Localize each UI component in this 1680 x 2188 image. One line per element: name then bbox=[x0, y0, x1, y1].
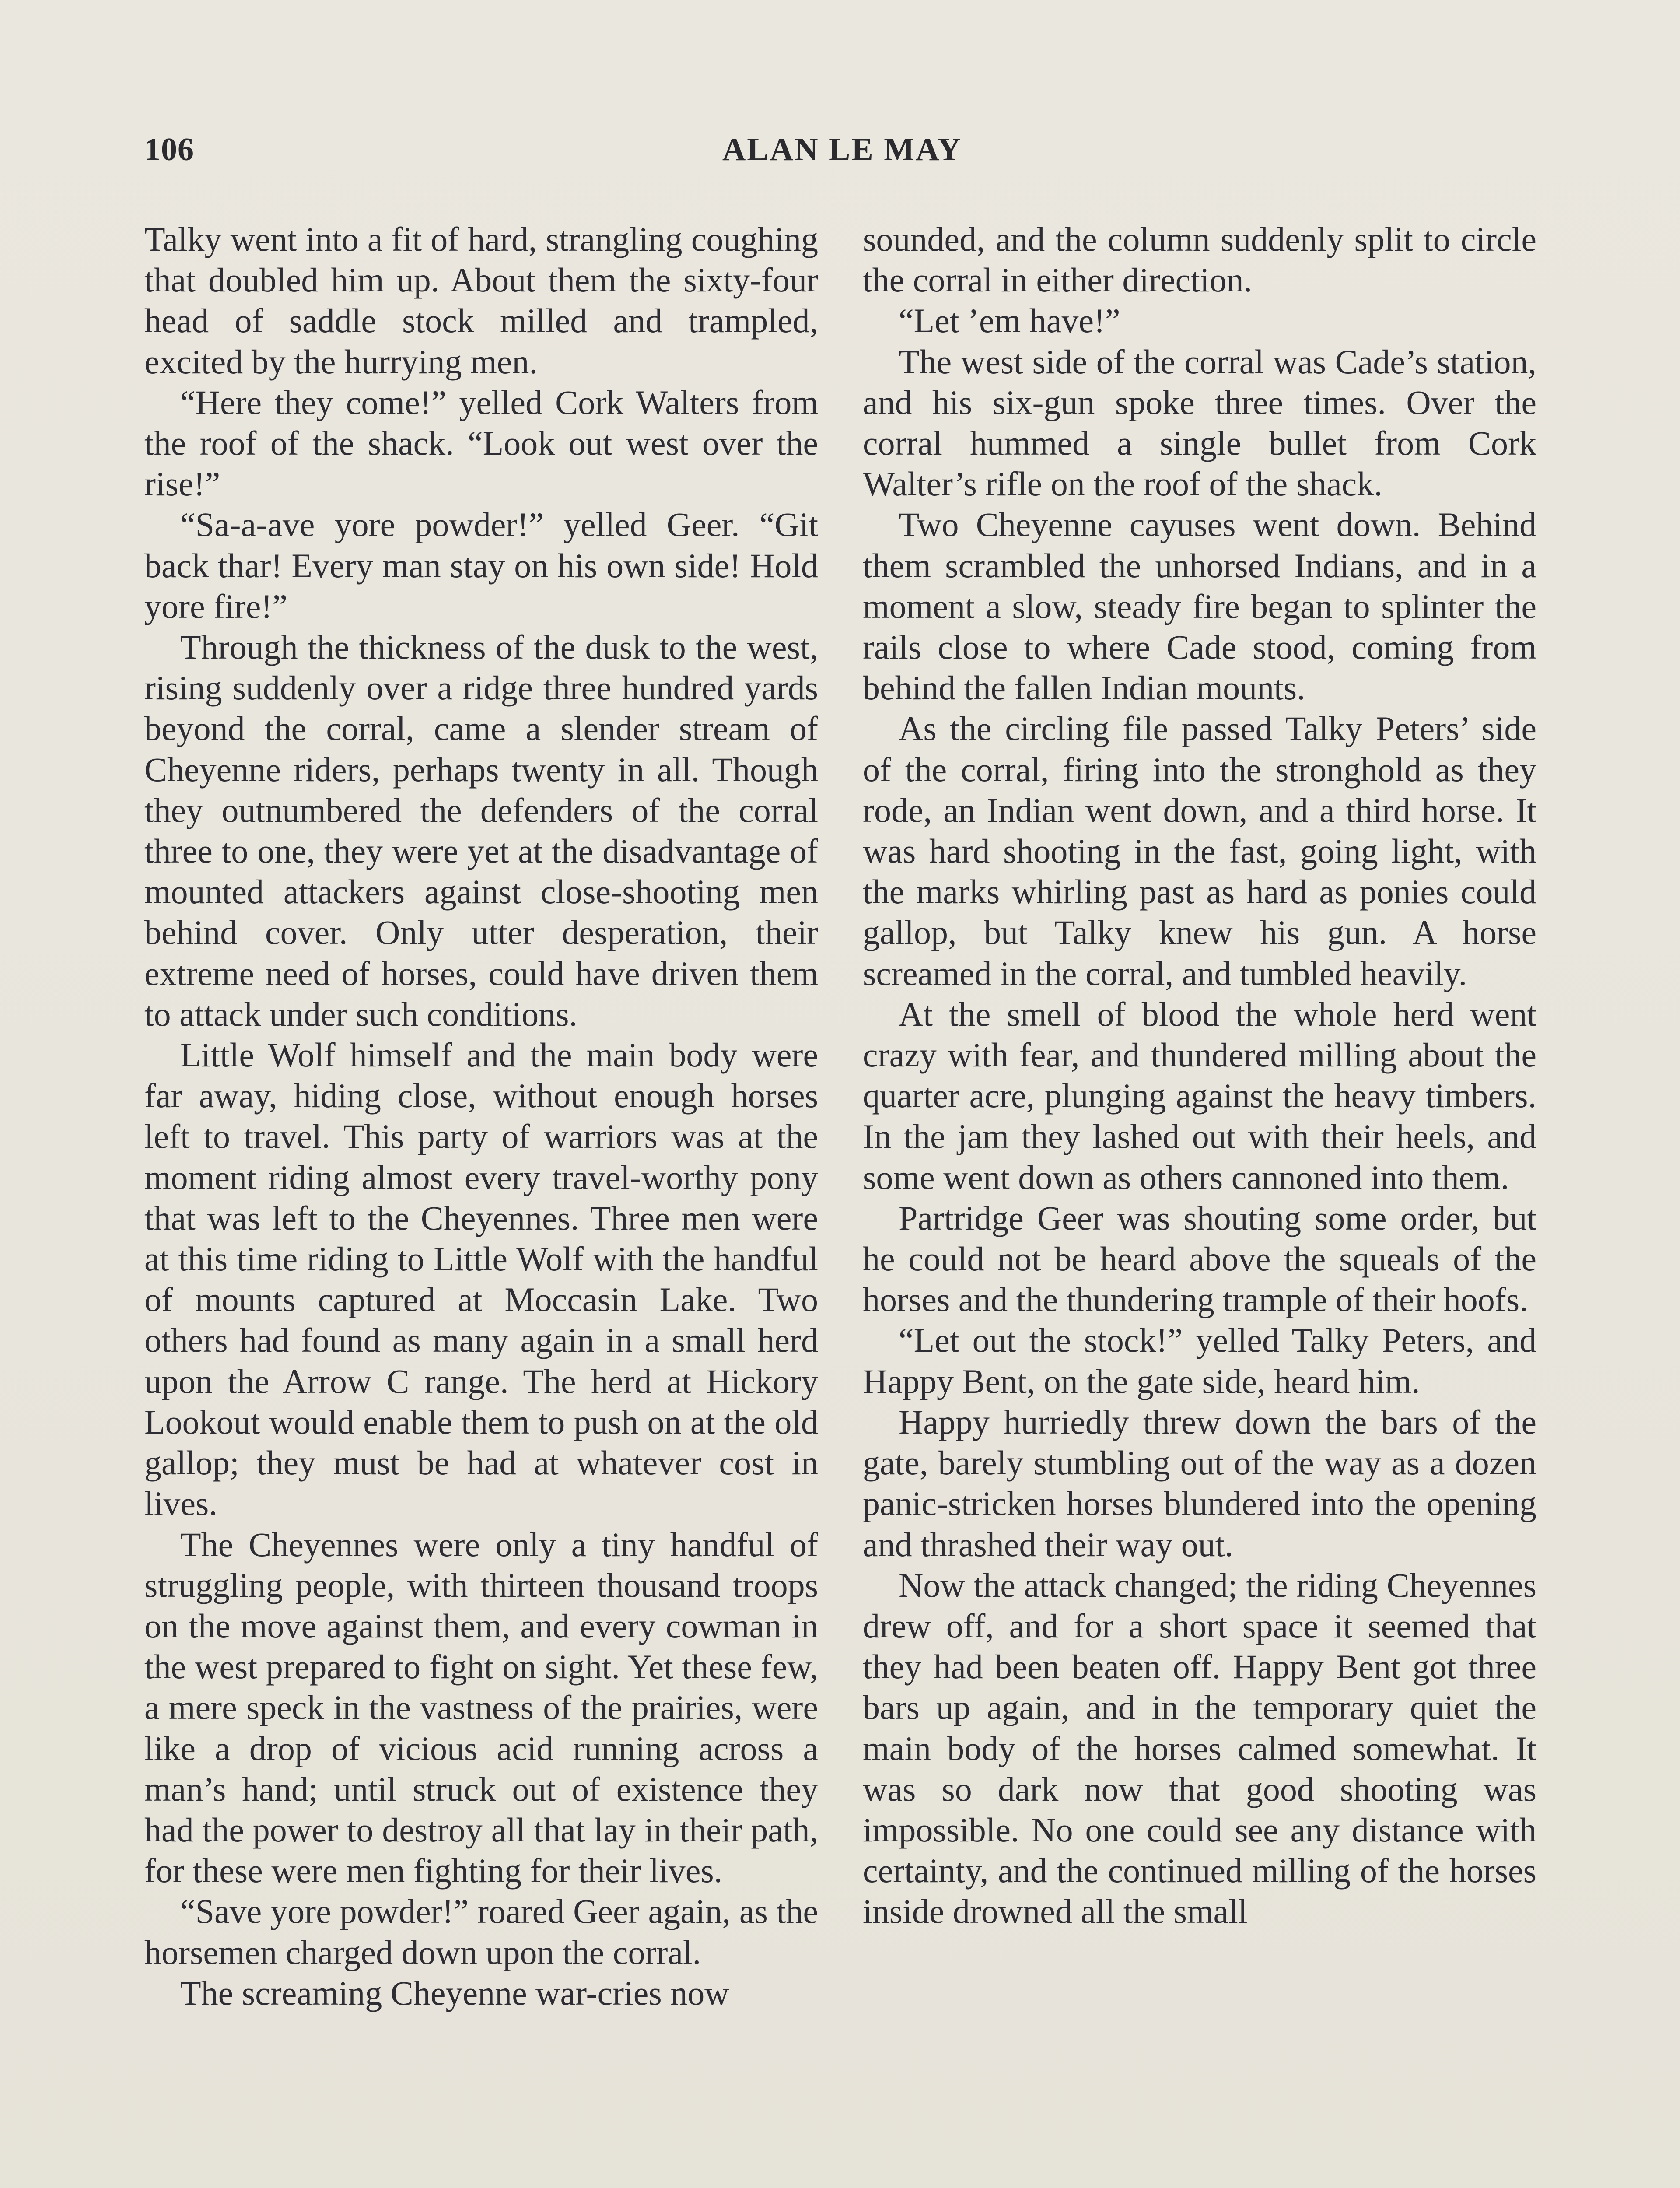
paragraph: Two Cheyenne cayuses went down. Behind them scrambled the unhorsed Indians, and in a moment a slow, steady fire began to splinter the rails close to where Cade stood, coming from behind the fallen Indian mounts. bbox=[863, 505, 1536, 707]
paragraph: “Save yore powder!” roared Geer again, as the horsemen charged down upon the corral. bbox=[144, 1892, 818, 1971]
paragraph: sounded, and the column suddenly split to circle the corral in either direction. bbox=[863, 220, 1536, 299]
left-text-column bbox=[144, 219, 818, 2013]
paragraph: Little Wolf himself and the main body were far away, hiding close, without enough horses left to travel. This party of warriors was at the moment riding almost every travel-worthy pony that was left to the Cheyennes. Three men were at this time riding to Little Wolf with the handful of mounts captured at Moccasin Lake. Two others had found as many again in a small herd upon the Arrow C range. The herd at Hickory Lookout would enable them to push on at the old gallop; they must be had at whatever cost in lives. bbox=[144, 1036, 818, 1523]
paragraph: Through the thickness of the dusk to the west, rising suddenly over a ridge three hundred yards beyond the corral, came a slender stream of Cheyenne riders, perhaps twenty in all. Though they outnumbered the defenders of the corral three to one, they were yet at the disadvantage of mounted attackers against close-shooting men behind cover. Only utter desperation, their extreme need of horses, could have driven them to attack under such conditions. bbox=[144, 628, 818, 1033]
paragraph: “Here they come!” yelled Cork Walters from the roof of the shack. “Look out west over the rise!” bbox=[144, 383, 818, 503]
page-header bbox=[144, 131, 1540, 179]
paragraph: The west side of the corral was Cade’s station, and his six-gun spoke three times. Over the corral hummed a single bullet from Cork Walter’s rifle on the roof of the shack. bbox=[863, 342, 1536, 503]
paragraph: The screaming Cheyenne war-cries now bbox=[180, 1974, 729, 2012]
right-text-column bbox=[863, 219, 1536, 1932]
paragraph: The Cheyennes were only a tiny handful of struggling people, with thirteen thousand troops on the move against them, and every cowman in the west prepared to fight on sight. Yet these few, a mere speck in the vastness of the prairies, were like a drop of vicious acid running across a man’s hand; until struck out of existence they had the power to destroy all that lay in their path, for these were men fighting for their lives. bbox=[144, 1525, 818, 1890]
page-number: 106 bbox=[144, 132, 194, 168]
paragraph: Talky went into a fit of hard, strangling coughing that doubled him up. About them the sixty-four head of saddle stock milled and trampled, excited by the hurrying men. bbox=[144, 220, 818, 381]
paragraph: “Sa-a-ave yore powder!” yelled Geer. “Git back thar! Every man stay on his own side! Hold yore fire!” bbox=[144, 505, 818, 625]
paragraph: Partridge Geer was shouting some order, but he could not be heard above the squeals of the horses and the thundering trample of their hoofs. bbox=[863, 1199, 1536, 1319]
paragraph: At the smell of blood the whole herd went crazy with fear, and thundered milling about the quarter acre, plunging against the heavy timbers. In the jam they lashed out with their heels, and some went down as others cannoned into them. bbox=[863, 995, 1536, 1196]
paragraph: “Let out the stock!” yelled Talky Peters, and Happy Bent, on the gate side, heard him. bbox=[863, 1321, 1536, 1400]
paragraph: Now the attack changed; the riding Cheyennes drew off, and for a short space it seemed that they had been beaten off. Happy Bent got three bars up again, and in the temporary quiet the main body of the horses calmed somewhat. It was so dark now that good shooting was impossible. No one could see any distance with certainty, and the continued milling of the horses inside drowned all the small bbox=[863, 1566, 1536, 1931]
running-head-author: ALAN LE MAY bbox=[722, 132, 962, 168]
paragraph: As the circling file passed Talky Peters’ side of the corral, firing into the stronghold as they rode, an Indian went down, and a third horse. It was hard shooting in the fast, going light, with the marks whirling past as hard as ponies could gallop, but Talky knew his gun. A horse screamed in the corral, and tumbled heavily. bbox=[863, 709, 1536, 992]
paragraph: Happy hurriedly threw down the bars of the gate, barely stumbling out of the way as a dozen panic-stricken horses blundered into the opening and thrashed their way out. bbox=[863, 1403, 1536, 1564]
paragraph: “Let ’em have!” bbox=[899, 302, 1120, 340]
